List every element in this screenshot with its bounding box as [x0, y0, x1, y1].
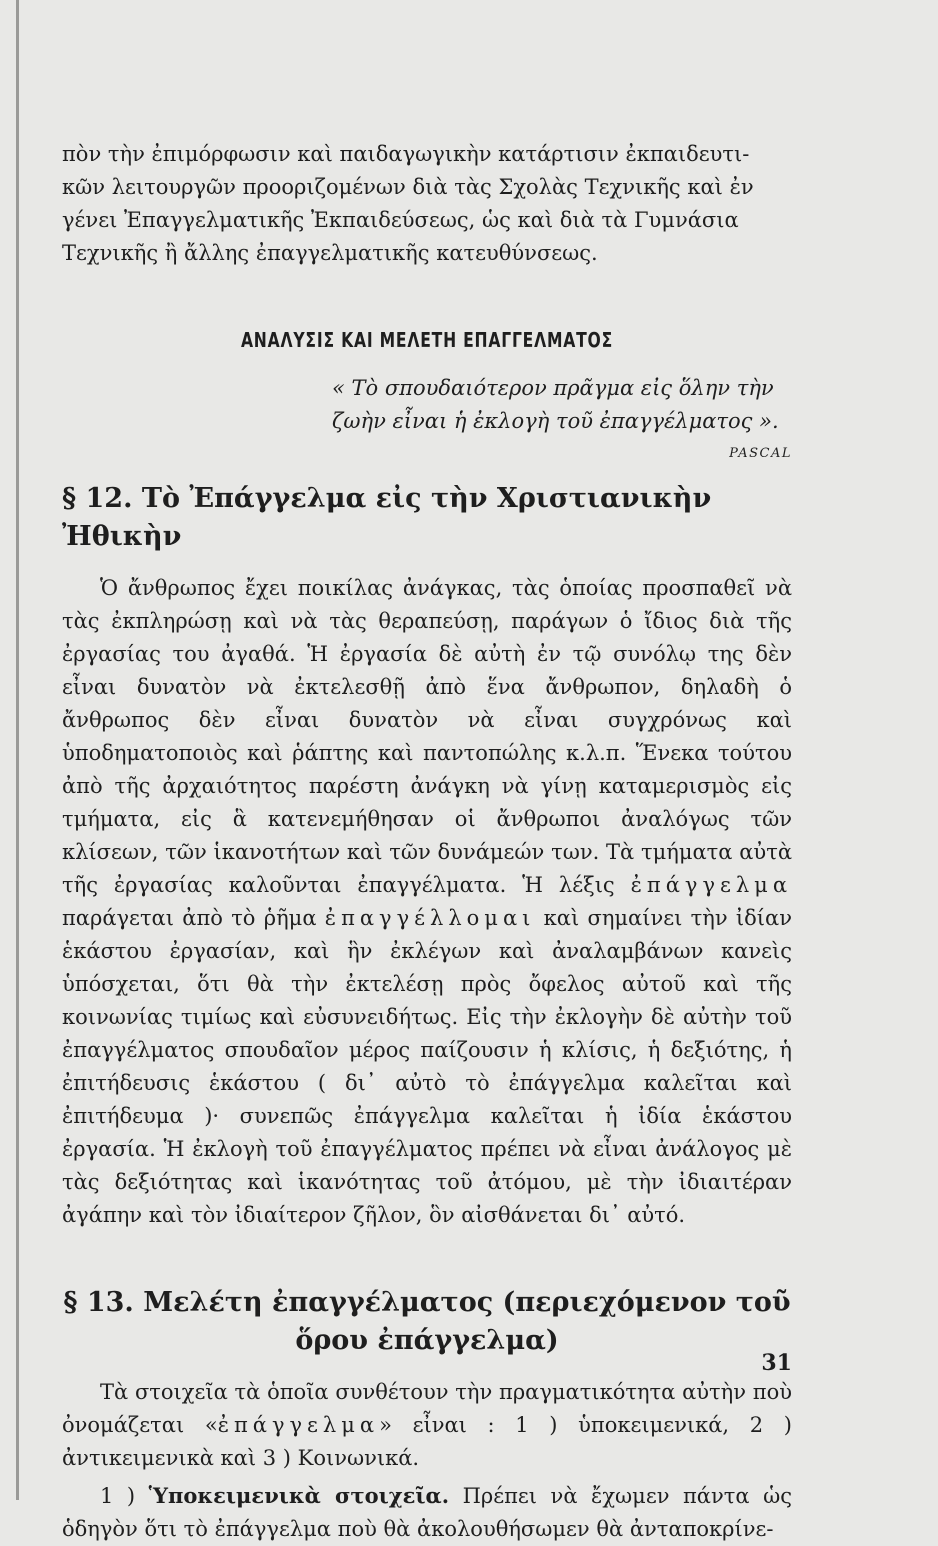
epigraph-author: PASCAL [729, 446, 792, 461]
paragraph-text: » εἶναι : 1 ) ὑποκειμενικά, 2 ) ἀντικειμενικὰ καὶ 3 ) Κοινωνικά. [62, 1413, 792, 1470]
subjective-elements-paragraph [62, 1479, 792, 1546]
page-content [62, 138, 792, 1546]
subsection-title: Ὑποκειμενικὰ στοιχεῖα. [148, 1483, 450, 1508]
section-title: ΑΝΑΛΥΣΙΣ ΚΑΙ ΜΕΛΕΤΗ ΕΠΑΓΓΕΛΜΑΤΟΣ [240, 328, 614, 352]
heading-line: § 13. Μελέτη ἐπαγγέλματος (περιεχόμενον τοῦ [63, 1287, 791, 1318]
section-12-paragraph [62, 572, 792, 1232]
epigraph-line: ζωὴν εἶναι ἡ ἐκλογὴ τοῦ ἐπαγγέλματος ». [332, 409, 779, 433]
spaced-word: ἐπάγγελμα [217, 1413, 380, 1437]
spaced-word: ἐπαγγέλλομαι [324, 906, 536, 930]
text-line: κῶν λειτουργῶν προοριζομένων διὰ τὰς Σχολὰς Τεχνικῆς καὶ ἐν [62, 175, 754, 199]
intro-paragraph [62, 138, 792, 270]
text-line: γένει Ἐπαγγελματικῆς Ἐκπαιδεύσεως, ὡς καὶ διὰ τὰ Γυμνάσια [62, 208, 739, 232]
paragraph-text: Τὰ στοιχεῖα τὰ ὁποῖα συνθέτουν τὴν πραγματικότητα αὐτὴν ποὺ ὀνομάζεται « [62, 1380, 792, 1437]
page-number: 31 [761, 1350, 792, 1376]
paragraph-text: παράγεται ἀπὸ τὸ ῥῆμα [62, 906, 317, 930]
text-line: Τεχνικῆς ἢ ἄλλης ἐπαγγελματικῆς κατευθύνσεως. [62, 241, 598, 265]
epigraph [332, 372, 792, 464]
paragraph-text: Ὁ ἄνθρωπος ἔχει ποικίλας ἀνάγκας, τὰς ὁποίας προσπαθεῖ νὰ τὰς ἐκπληρώσῃ καὶ νὰ τὰς θεραπεύσῃ, παράγων ὁ ἴδιος διὰ τῆς ἐργασίας του ἀγαθά. Ἡ ἐργασία δὲ αὐτὴ ἐν τῷ συνόλῳ της δὲν εἶναι δυνατὸν νὰ ἐκτελεσθῇ ἀπὸ ἕνα ἄνθρωπον, δηλαδὴ ὁ ἄνθρωπος δὲν εἶναι δυνατὸν νὰ εἶναι συγχρόνως καὶ ὑποδηματοποιὸς καὶ ῥάπτης καὶ παντοπώλης κ.λ.π. Ἕνεκα τούτου ἀπὸ τῆς ἀρχαιότητος παρέστη ἀνάγκη νὰ γίνῃ καταμερισμὸς εἰς τμήματα, εἰς ἃ κατενεμήθησαν οἱ ἄνθρωποι ἀναλόγως τῶν κλίσεων, τῶν ἱκανοτήτων καὶ τῶν δυνάμεών των. Τὰ τμήματα αὐτὰ τῆς ἐργασίας καλοῦνται ἐπαγγέλματα. Ἡ λέξις [62, 576, 792, 897]
spaced-word: ἐπάγγελμα [630, 873, 793, 897]
heading-line: ὅρου ἐπάγγελμα) [295, 1325, 559, 1356]
text-line: πὸν τὴν ἐπιμόρφωσιν καὶ παιδαγωγικὴν κατάρτισιν ἐκπαιδευτι- [62, 142, 750, 166]
section-13-heading [62, 1284, 792, 1360]
paragraph-text: Πρέπει νὰ ἔχωμεν πάντα ὡς ὁδηγὸν ὅτι τὸ ἐπάγγελμα ποὺ θὰ ἀκολουθήσωμεν θὰ ἀνταποκρίνε- [62, 1484, 792, 1541]
section-12-heading: § 12. Τὸ Ἐπάγγελμα εἰς τὴν Χριστιανικὴν Ἠθικὴν [62, 483, 712, 552]
list-number: 1 ) [100, 1484, 136, 1508]
section-13-paragraph [62, 1376, 792, 1475]
paragraph-text: καὶ σημαίνει τὴν ἰδίαν ἑκάστου ἐργασίαν, καὶ ἣν ἐκλέγων καὶ ἀναλαμβάνων κανεὶς ὑπόσχεται, ὅτι θὰ τὴν ἐκτελέσῃ πρὸς ὄφελος αὐτοῦ καὶ τῆς κοινωνίας τιμίως καὶ εὐσυνειδήτως. Εἰς τὴν ἐκλογὴν δὲ αὐτὴν τοῦ ἐπαγγέλματος σπουδαῖον μέρος παίζουσιν ἡ κλίσις, ἡ δεξιότης, ἡ ἐπιτήδευσις ἑκάστου ( δι᾽ αὐτὸ τὸ ἐπάγγελμα καλεῖται καὶ ἐπιτήδευμα )· συνεπῶς ἐπάγγελμα καλεῖται ἡ ἰδία ἑκάστου ἐργασία. Ἡ ἐκλογὴ τοῦ ἐπαγγέλματος πρέπει νὰ εἶναι ἀνάλογος μὲ τὰς δεξιότητας καὶ ἱκανότητας τοῦ ἀτόμου, μὲ τὴν ἰδιαιτέραν ἀγάπην καὶ τὸν ἰδιαίτερον ζῆλον, ὃν αἰσθάνεται δι᾽ αὐτό. [62, 906, 792, 1227]
epigraph-line: « Τὸ σπουδαιότερον πρᾶγμα εἰς ὅλην τὴν [332, 376, 774, 400]
page-edge-line [16, 0, 19, 1500]
